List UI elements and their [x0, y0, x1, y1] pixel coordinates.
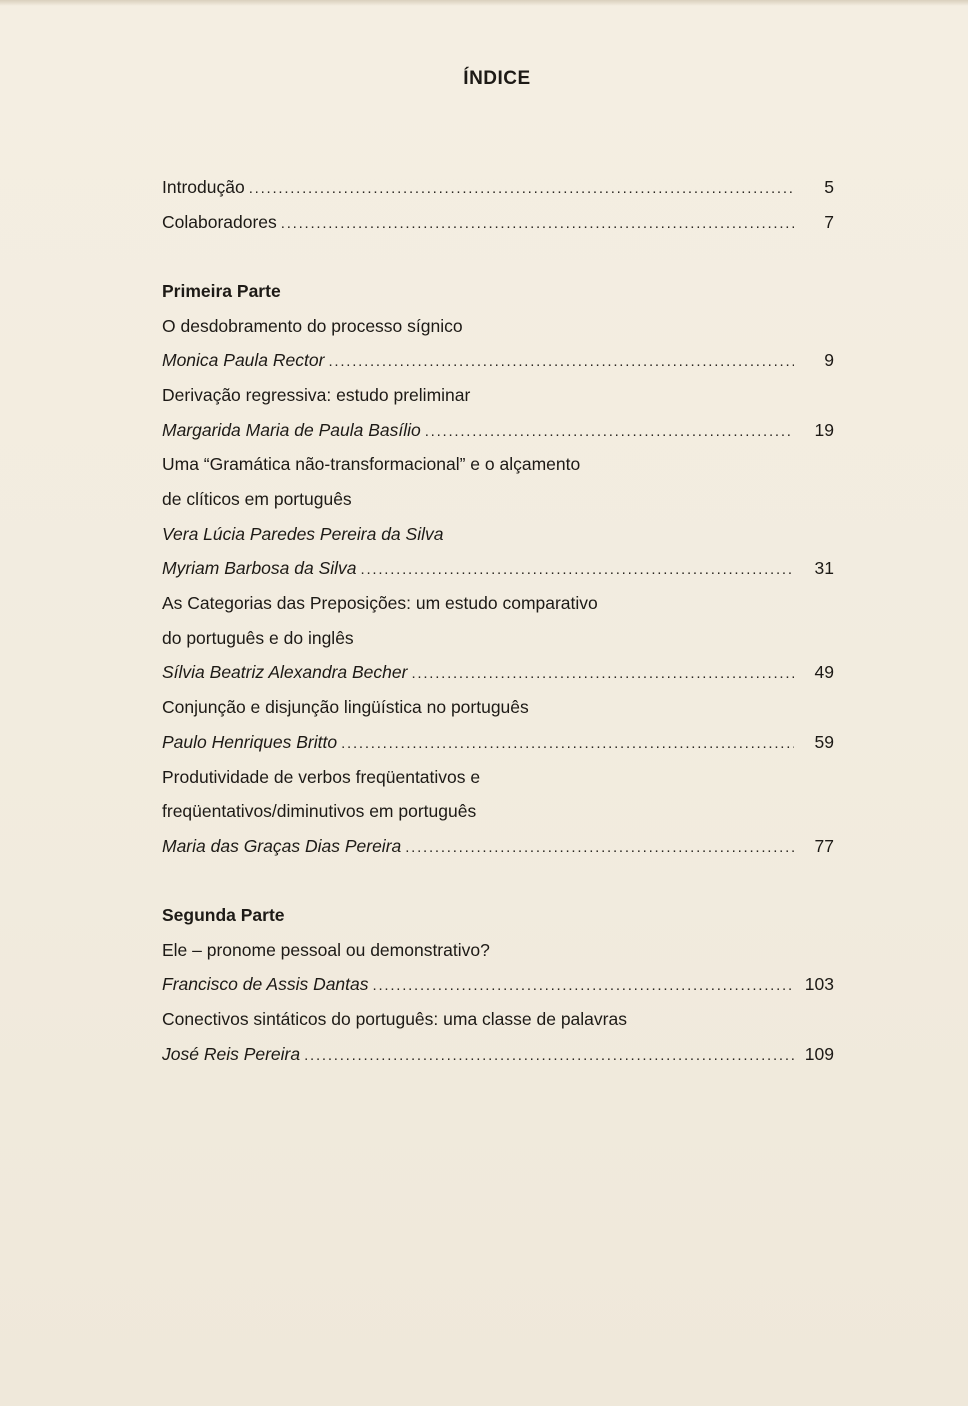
toc-entry: [162, 933, 834, 968]
entry-title: Colaboradores: [162, 211, 277, 232]
entry-author: Paulo Henriques Britto: [162, 731, 338, 752]
toc-author-entry: [162, 413, 834, 448]
dot-leader: [341, 727, 794, 762]
entry-title: do português e do inglês: [162, 627, 354, 648]
toc-entry: [162, 1002, 834, 1037]
entry-title: Segunda Parte: [162, 905, 285, 926]
entry-title: As Categorias das Preposições: um estudo comparativo: [162, 593, 598, 614]
toc-author-entry: [162, 655, 834, 690]
dot-leader: [304, 1039, 794, 1074]
entry-title: de clíticos em português: [162, 489, 352, 509]
page-number: 103: [804, 974, 834, 995]
entry-title: Primeira Parte: [162, 280, 281, 301]
toc-entry: [162, 794, 834, 829]
entry-title: Derivação regressiva: estudo preliminar: [162, 384, 471, 405]
entry-title: Conectivos sintáticos do português: uma classe de palavras: [162, 1009, 627, 1030]
toc-entry: [162, 170, 834, 205]
toc-entry: [162, 309, 834, 344]
entry-title: O desdobramento do processo sígnico: [162, 315, 463, 336]
dot-leader: [249, 172, 794, 207]
page-number: 49: [814, 662, 834, 683]
toc-section-heading: [162, 274, 834, 309]
toc-entry: [162, 447, 834, 482]
entry-title: Conjunção e disjunção lingüística no português: [162, 697, 529, 718]
dot-leader: [411, 657, 794, 692]
entry-author: Monica Paula Rector: [162, 350, 325, 371]
entry-author: José Reis Pereira: [162, 1043, 301, 1064]
toc-author-entry: [162, 551, 834, 586]
entry-author: Sílvia Beatriz Alexandra Becher: [162, 662, 408, 683]
toc-spacer: [162, 864, 834, 899]
toc-author-entry: [162, 725, 834, 760]
toc-author-entry: [162, 343, 834, 378]
page-number: 59: [814, 731, 834, 752]
entry-title: Introdução: [162, 177, 245, 197]
toc-author-entry: [162, 517, 834, 552]
page-number: 5: [824, 177, 834, 197]
entry-title: Produtividade de verbos freqüentativos e: [162, 766, 481, 787]
entry-author: Maria das Graças Dias Pereira: [162, 835, 402, 856]
page-title: ÍNDICE: [463, 68, 531, 89]
dot-leader: [373, 969, 794, 1004]
table-of-contents: [162, 170, 834, 1072]
page-number: 31: [814, 558, 834, 579]
entry-title: Uma “Gramática não-transformacional” e o alçamento: [162, 454, 581, 475]
toc-author-entry: [162, 829, 834, 864]
toc-spacer: [162, 239, 834, 274]
page-number: 19: [814, 419, 834, 440]
entry-author: Myriam Barbosa da Silva: [162, 558, 357, 579]
entry-author: Francisco de Assis Dantas: [162, 974, 369, 995]
entry-title: Ele – pronome pessoal ou demonstrativo?: [162, 939, 490, 960]
entry-author: Margarida Maria de Paula Basílio: [162, 419, 421, 440]
entry-author: Vera Lúcia Paredes Pereira da Silva: [162, 523, 444, 544]
toc-entry: [162, 378, 834, 413]
dot-leader: [328, 345, 794, 380]
toc-entry: [162, 205, 834, 240]
toc-entry: [162, 586, 834, 621]
toc-entry: [162, 621, 834, 656]
toc-author-entry: [162, 967, 834, 1002]
toc-section-heading: [162, 898, 834, 933]
page-number: 109: [804, 1043, 834, 1064]
toc-entry: [162, 482, 834, 517]
toc-entry: [162, 760, 834, 795]
page-number: 7: [824, 211, 834, 232]
entry-title: freqüentativos/diminutivos em português: [162, 801, 477, 822]
toc-entry: [162, 690, 834, 725]
dot-leader: [425, 415, 794, 450]
toc-author-entry: [162, 1037, 834, 1072]
page-number: 9: [824, 350, 834, 371]
dot-leader: [361, 553, 794, 588]
dot-leader: [281, 207, 794, 242]
dot-leader: [405, 831, 794, 866]
page-number: 77: [814, 835, 834, 856]
